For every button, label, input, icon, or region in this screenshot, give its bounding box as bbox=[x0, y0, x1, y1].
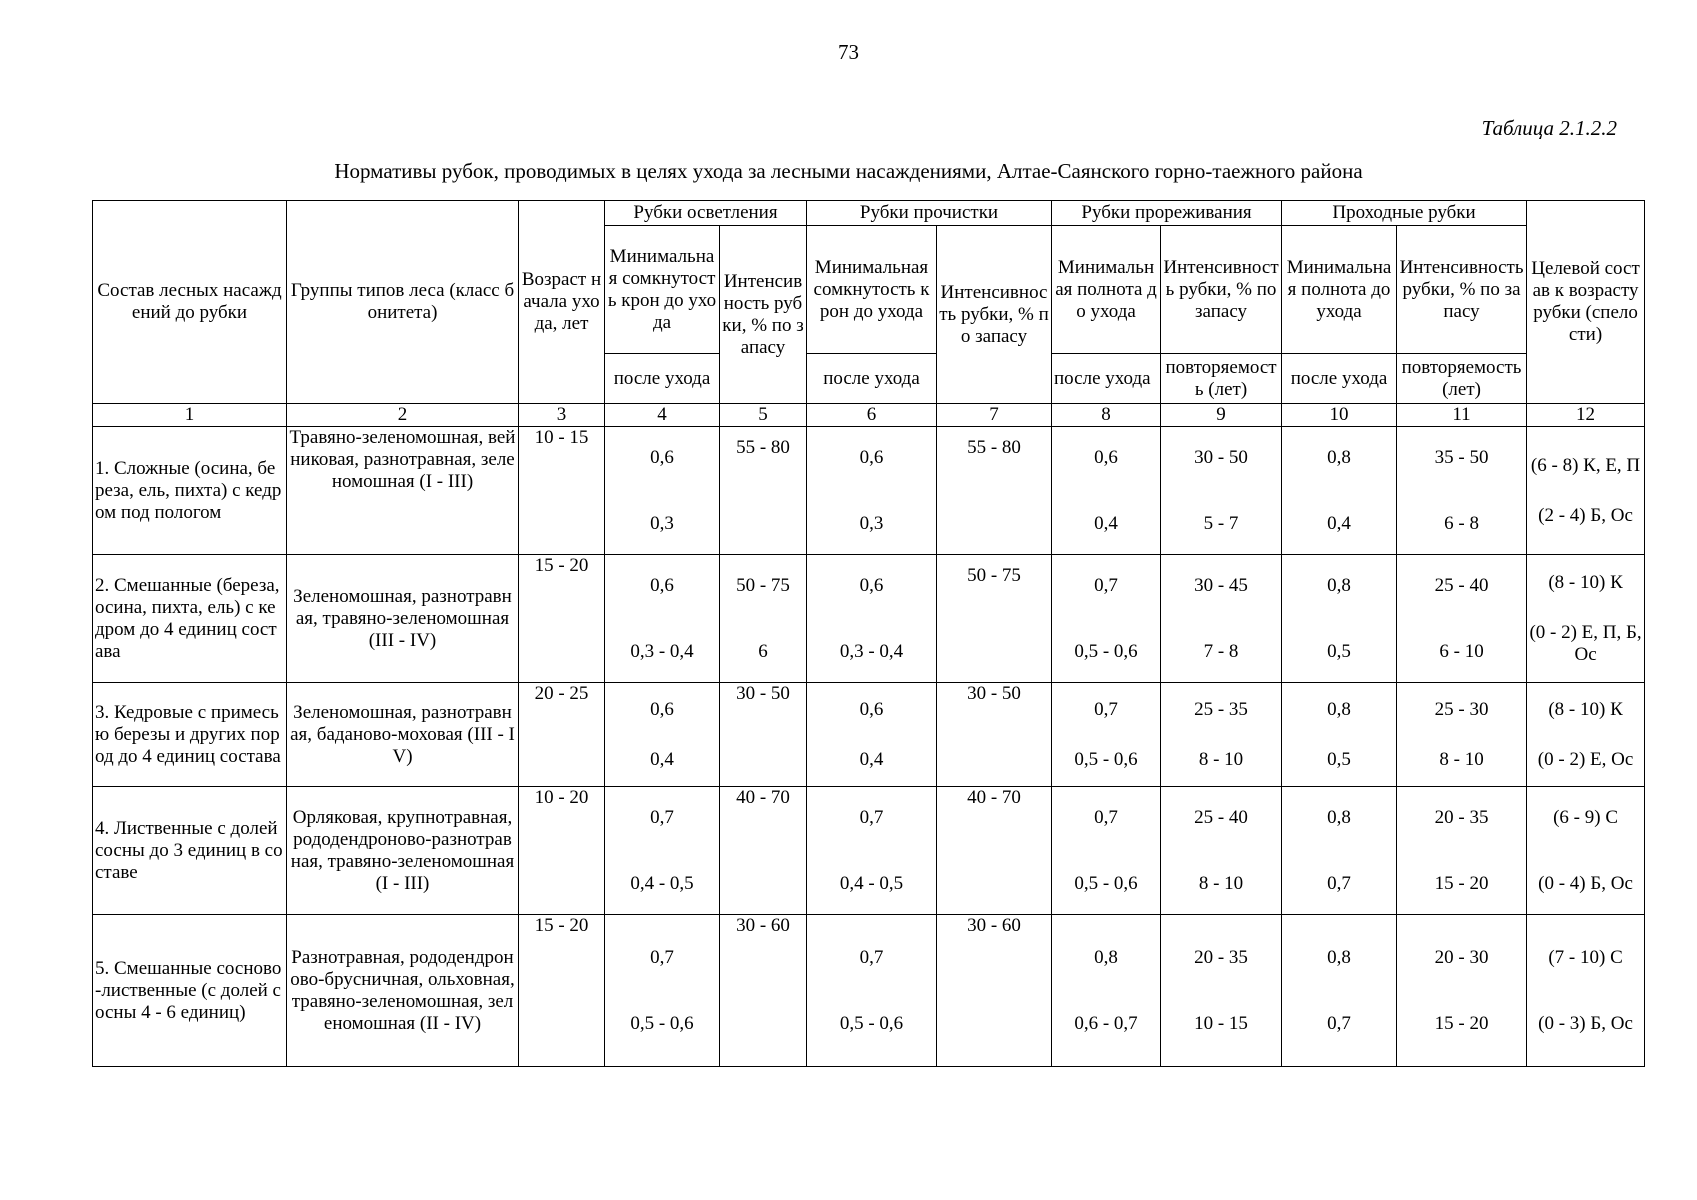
table-title: Нормативы рубок, проводимых в целях ухода за лесными насаждениями, Алтае-Саянского горно-таежного района bbox=[334, 159, 1363, 183]
column-number: 11 bbox=[1397, 404, 1527, 427]
cell-g1-min bbox=[605, 787, 720, 915]
column-number: 10 bbox=[1282, 404, 1397, 427]
value-before: 0,6 bbox=[859, 698, 884, 720]
cell-g1-min bbox=[605, 555, 720, 683]
cell-g4-int bbox=[1397, 683, 1527, 787]
header-g3-min: Минимальная полнота до ухода bbox=[1052, 226, 1161, 354]
value-before: 0,7 bbox=[1094, 574, 1118, 596]
table-row bbox=[93, 427, 1645, 555]
header-g3-int-after: повторяемость (лет) bbox=[1161, 354, 1282, 404]
value-after: 0,4 bbox=[650, 748, 674, 770]
value-before: (8 - 10) К bbox=[1548, 571, 1623, 593]
header-g4-int-after: повторяемость (лет) bbox=[1397, 354, 1527, 404]
cell-start-age: 10 - 20 bbox=[519, 787, 605, 915]
column-number: 6 bbox=[807, 404, 937, 427]
value-before: 50 - 75 bbox=[736, 574, 790, 596]
value-before: 25 - 35 bbox=[1194, 698, 1248, 720]
value-before: 30 - 45 bbox=[1194, 574, 1248, 596]
header-g1-min-after: после ухода bbox=[605, 354, 720, 404]
value-before: 0,6 bbox=[859, 446, 884, 468]
cell-g2-min bbox=[807, 683, 937, 787]
value-before: 20 - 30 bbox=[1434, 946, 1489, 968]
header-composition: Состав лесных насаждений до рубки bbox=[93, 201, 287, 404]
cell-g1-min bbox=[605, 683, 720, 787]
cell-g4-min bbox=[1282, 427, 1397, 555]
value-after: 0,7 bbox=[1327, 1012, 1351, 1034]
cell-g1-int bbox=[720, 683, 807, 787]
value-before: (7 - 10) С bbox=[1548, 946, 1623, 968]
column-number: 3 bbox=[519, 404, 605, 427]
cell-target bbox=[1527, 683, 1645, 787]
cell-composition: 1. Сложные (осина, береза, ель, пихта) с кедром под пологом bbox=[93, 427, 287, 555]
cell-g3-int bbox=[1161, 787, 1282, 915]
cell-g3-min bbox=[1052, 787, 1161, 915]
cell-g2-min bbox=[807, 787, 937, 915]
value-after: 5 - 7 bbox=[1203, 512, 1239, 534]
cell-composition: 4. Лиственные с долей сосны до 3 единиц в составе bbox=[93, 787, 287, 915]
cell-g4-int bbox=[1397, 427, 1527, 555]
cell-start-age: 15 - 20 bbox=[519, 555, 605, 683]
cell-g1-min bbox=[605, 915, 720, 1067]
header-g2-min: Минимальная сомкнутость крон до ухода bbox=[807, 226, 937, 354]
column-number: 5 bbox=[720, 404, 807, 427]
table-row bbox=[93, 915, 1645, 1067]
value-before: 0,8 bbox=[1327, 946, 1351, 968]
column-number: 9 bbox=[1161, 404, 1282, 427]
value-before: 0,8 bbox=[1327, 698, 1351, 720]
value-before: 30 - 60 bbox=[736, 915, 790, 936]
value-after: 0,5 bbox=[1327, 640, 1351, 662]
cell-g1-int bbox=[720, 787, 807, 915]
value-before: 30 - 50 bbox=[736, 683, 790, 704]
value-after: 0,4 - 0,5 bbox=[839, 872, 904, 894]
value-after: 0,5 - 0,6 bbox=[839, 1012, 904, 1034]
header-group-clearing: Рубки осветления bbox=[605, 201, 807, 226]
cell-g3-min bbox=[1052, 683, 1161, 787]
header-group-passage: Проходные рубки bbox=[1282, 201, 1527, 226]
value-before: 0,8 bbox=[1327, 446, 1351, 468]
column-number: 7 bbox=[937, 404, 1052, 427]
header-g4-min: Минимальная полнота до ухода bbox=[1282, 226, 1397, 354]
cell-start-age: 15 - 20 bbox=[519, 915, 605, 1067]
value-after: 0,3 bbox=[650, 512, 674, 534]
value-before: 0,7 bbox=[1094, 806, 1118, 828]
table-row bbox=[93, 555, 1645, 683]
column-number: 8 bbox=[1052, 404, 1161, 427]
cell-g2-int bbox=[937, 787, 1052, 915]
header-start-age: Возраст начала ухода, лет bbox=[519, 201, 605, 404]
value-before: 50 - 75 bbox=[967, 565, 1021, 586]
value-after: 0,5 bbox=[1327, 748, 1351, 770]
cell-forest-type: Травяно-зеленомошная, вейниковая, разнотравная, зеленомошная (I - III) bbox=[287, 427, 519, 555]
cell-g2-min bbox=[807, 427, 937, 555]
header-forest-type: Группы типов леса (класс бонитета) bbox=[287, 201, 519, 404]
header-target-composition: Целевой состав к возрасту рубки (спелости) bbox=[1527, 201, 1645, 404]
cell-g2-min bbox=[807, 915, 937, 1067]
value-before: 20 - 35 bbox=[1434, 806, 1489, 828]
cell-g4-int bbox=[1397, 915, 1527, 1067]
cell-g2-int bbox=[937, 555, 1052, 683]
value-after: 0,6 - 0,7 bbox=[1074, 1012, 1138, 1034]
value-before: 0,8 bbox=[1094, 946, 1118, 968]
cell-composition: 5. Смешанные сосново-лиственные (с долей сосны 4 - 6 единиц) bbox=[93, 915, 287, 1067]
value-after: 0,3 - 0,4 bbox=[630, 640, 694, 662]
cell-g4-min bbox=[1282, 555, 1397, 683]
value-before: 25 - 40 bbox=[1434, 574, 1489, 596]
cell-g1-min bbox=[605, 427, 720, 555]
value-after: 0,5 - 0,6 bbox=[630, 1012, 694, 1034]
value-after: 7 - 8 bbox=[1203, 640, 1239, 662]
cell-g1-int bbox=[720, 555, 807, 683]
cell-g3-min bbox=[1052, 915, 1161, 1067]
cell-forest-type: Зеленомошная, разнотравная, травяно-зеленомошная (III - IV) bbox=[287, 555, 519, 683]
value-after: 8 - 10 bbox=[1439, 748, 1484, 770]
cell-g1-int bbox=[720, 427, 807, 555]
value-after: 6 bbox=[758, 640, 768, 662]
value-before: 35 - 50 bbox=[1434, 446, 1489, 468]
cell-g2-int bbox=[937, 683, 1052, 787]
value-before: 0,7 bbox=[859, 946, 884, 968]
value-before: 55 - 80 bbox=[967, 437, 1021, 458]
header-group-cleaning: Рубки прочистки bbox=[807, 201, 1052, 226]
value-after: 8 - 10 bbox=[1198, 748, 1244, 770]
header-g1-int: Интенсивность рубки, % по запасу bbox=[720, 226, 807, 404]
page-number: 73 bbox=[838, 40, 859, 64]
cell-forest-type: Зеленомошная, разнотравная, бадановo-моховая (III - IV) bbox=[287, 683, 519, 787]
cell-g3-int bbox=[1161, 915, 1282, 1067]
value-after: 0,3 - 0,4 bbox=[839, 640, 904, 662]
value-before: 20 - 35 bbox=[1194, 946, 1248, 968]
value-after: (0 - 3) Б, Ос bbox=[1538, 1012, 1633, 1034]
cell-forest-type: Разнотравная, рододендроново-брусничная, ольховная, травяно-зеленомошная, зеленомошная (II - IV) bbox=[287, 915, 519, 1067]
value-before: 0,6 bbox=[1094, 446, 1118, 468]
cell-g1-int bbox=[720, 915, 807, 1067]
column-numbers-row bbox=[93, 404, 1645, 427]
value-after: 0,7 bbox=[1327, 872, 1351, 894]
value-after: 0,3 bbox=[859, 512, 884, 534]
value-after: 15 - 20 bbox=[1434, 1012, 1489, 1034]
value-before: 30 - 60 bbox=[967, 915, 1021, 936]
value-after: 15 - 20 bbox=[1434, 872, 1489, 894]
table-label: Таблица 2.1.2.2 bbox=[1481, 116, 1617, 140]
value-after: 0,5 - 0,6 bbox=[1074, 640, 1138, 662]
cell-g4-int bbox=[1397, 555, 1527, 683]
value-before: (6 - 9) С bbox=[1553, 806, 1618, 828]
cell-g3-min bbox=[1052, 555, 1161, 683]
header-g4-int: Интенсивность рубки, % по запасу bbox=[1397, 226, 1527, 354]
column-number: 12 bbox=[1527, 404, 1645, 427]
value-before: 25 - 30 bbox=[1434, 698, 1489, 720]
header-g4-min-after: после ухода bbox=[1282, 354, 1397, 404]
column-number: 4 bbox=[605, 404, 720, 427]
value-after: 0,4 bbox=[1094, 512, 1118, 534]
value-before: 0,6 bbox=[650, 446, 674, 468]
value-after: 6 - 10 bbox=[1439, 640, 1484, 662]
value-before: 0,7 bbox=[859, 806, 884, 828]
header-group-thinning: Рубки прореживания bbox=[1052, 201, 1282, 226]
table-row bbox=[93, 683, 1645, 787]
value-after: 10 - 15 bbox=[1194, 1012, 1248, 1034]
value-after: 0,5 - 0,6 bbox=[1074, 748, 1138, 770]
value-before: 0,7 bbox=[1094, 698, 1118, 720]
value-after: 0,4 bbox=[1327, 512, 1351, 534]
value-before: 40 - 70 bbox=[736, 787, 790, 808]
value-before: (8 - 10) К bbox=[1548, 698, 1623, 720]
cell-g4-min bbox=[1282, 787, 1397, 915]
value-after: 0,4 bbox=[859, 748, 884, 770]
value-after: (2 - 4) Б, Ос bbox=[1538, 504, 1633, 526]
value-after: 6 - 8 bbox=[1444, 512, 1479, 534]
value-before: (6 - 8) К, Е, П bbox=[1530, 454, 1641, 476]
column-number: 2 bbox=[287, 404, 519, 427]
value-before: 0,8 bbox=[1327, 806, 1351, 828]
cell-g3-min bbox=[1052, 427, 1161, 555]
cell-g2-min bbox=[807, 555, 937, 683]
cell-start-age: 10 - 15 bbox=[519, 427, 605, 555]
cell-g4-min bbox=[1282, 683, 1397, 787]
cell-composition: 3. Кедровые с примесью березы и других пород до 4 единиц состава bbox=[93, 683, 287, 787]
header-g1-min: Минимальная сомкнутость крон до ухода bbox=[605, 226, 720, 354]
value-after: (0 - 2) Е, Ос bbox=[1537, 748, 1634, 770]
value-before: 30 - 50 bbox=[967, 683, 1021, 704]
cell-g3-int bbox=[1161, 427, 1282, 555]
value-before: 0,6 bbox=[650, 698, 674, 720]
cell-target bbox=[1527, 787, 1645, 915]
cell-g3-int bbox=[1161, 555, 1282, 683]
value-before: 25 - 40 bbox=[1194, 806, 1248, 828]
cell-target bbox=[1527, 915, 1645, 1067]
value-before: 0,7 bbox=[650, 946, 674, 968]
cell-g3-int bbox=[1161, 683, 1282, 787]
column-number: 1 bbox=[93, 404, 287, 427]
value-before: 0,6 bbox=[859, 574, 884, 596]
header-g2-min-after: после ухода bbox=[807, 354, 937, 404]
value-before: 0,8 bbox=[1327, 574, 1351, 596]
value-before: 40 - 70 bbox=[967, 787, 1021, 808]
header-g2-int: Интенсивность рубки, % по запасу bbox=[937, 226, 1052, 404]
value-after: 8 - 10 bbox=[1198, 872, 1244, 894]
cell-g2-int bbox=[937, 427, 1052, 555]
value-after: (0 - 4) Б, Ос bbox=[1538, 872, 1633, 894]
cell-g4-min bbox=[1282, 915, 1397, 1067]
cell-target bbox=[1527, 555, 1645, 683]
value-after: (0 - 2) Е, П, Б, Ос bbox=[1529, 621, 1642, 665]
value-after: 0,5 - 0,6 bbox=[1074, 872, 1138, 894]
cell-g2-int bbox=[937, 915, 1052, 1067]
cell-target bbox=[1527, 427, 1645, 555]
cell-g4-int bbox=[1397, 787, 1527, 915]
header-row-groups bbox=[93, 201, 1645, 226]
value-before: 30 - 50 bbox=[1194, 446, 1248, 468]
cell-start-age: 20 - 25 bbox=[519, 683, 605, 787]
table-row bbox=[93, 787, 1645, 915]
norms-table bbox=[92, 200, 1645, 1067]
cell-forest-type: Орляковая, крупнотравная, рододендроново-разнотравная, травяно-зеленомошная (I - III) bbox=[287, 787, 519, 915]
header-g3-min-after: после ухода bbox=[1052, 354, 1161, 404]
value-before: 55 - 80 bbox=[736, 437, 790, 458]
value-before: 0,6 bbox=[650, 574, 674, 596]
cell-composition: 2. Смешанные (береза, осина, пихта, ель) с кедром до 4 единиц состава bbox=[93, 555, 287, 683]
value-after: 0,4 - 0,5 bbox=[630, 872, 694, 894]
header-g3-int: Интенсивность рубки, % по запасу bbox=[1161, 226, 1282, 354]
value-before: 0,7 bbox=[650, 806, 674, 828]
